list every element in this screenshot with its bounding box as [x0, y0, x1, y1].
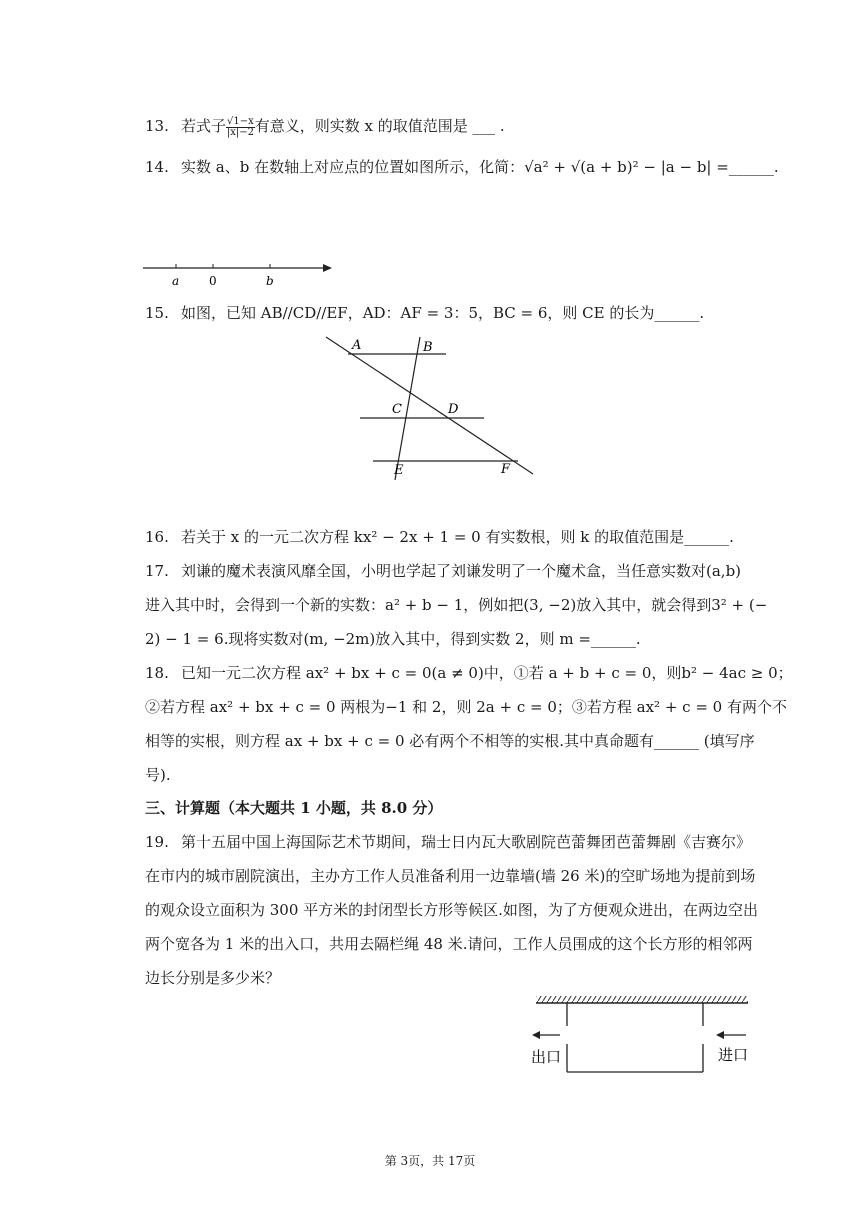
question-text-tail: 有意义，则实数 x 的取值范围是 ___ .: [254, 117, 505, 135]
number-line-figure: [140, 255, 340, 290]
exit-arrow-icon: [532, 1031, 540, 1039]
fraction-numerator: √1−x: [227, 115, 254, 127]
exit-label: 出口: [531, 1048, 562, 1066]
fraction: [226, 117, 255, 138]
question-13: [145, 116, 505, 138]
question-number: 14.: [145, 158, 169, 176]
point-label-A: A: [352, 338, 362, 353]
point-label-F: F: [501, 462, 511, 477]
entrance-label: 进口: [718, 1046, 749, 1064]
question-text: 若关于 x 的一元二次方程 kx² − 2x + 1 = 0 有实数根，则 k 的取值范围是______.: [181, 528, 734, 546]
question-number: 15.: [145, 304, 169, 322]
point-label-E: E: [394, 463, 404, 478]
question-18-line-3: 相等的实根，则方程 ax + bx + c = 0 必有两个不相等的实根.其中真命题有______ (填写序: [145, 732, 755, 750]
page-footer: 第 3页，共 17页: [384, 1154, 476, 1168]
question-number: 16.: [145, 528, 169, 546]
question-19-line-3: 的观众设立面积为 300 平方米的封闭型长方形等候区.如图，为了方便观众进出，在两边空出: [145, 901, 758, 919]
point-label-D: D: [448, 402, 459, 417]
question-17-line-3: 2) − 1 = 6.现将实数对(m, −2m)放入其中，得到实数 2，则 m =______.: [145, 630, 641, 648]
section-heading: 三、计算题（本大题共 1 小题，共 8.0 分）: [145, 799, 443, 817]
question-15: [145, 303, 704, 323]
question-number: 17.: [145, 562, 169, 580]
question-16: [145, 527, 734, 547]
fraction-denominator: |x|−2: [226, 126, 254, 138]
parallel-lines-figure: [318, 332, 543, 484]
point-label-B: B: [423, 340, 433, 355]
question-19-line-4: 两个宽各为 1 米的出入口，共用去隔栏绳 48 米.请问，工作人员围成的这个长方形的相邻两: [145, 935, 753, 953]
question-18-line-2: ②若方程 ax² + bx + c = 0 两根为−1 和 2，则 2a + c = 0；③若方程 ax² + c = 0 有两个不: [145, 698, 787, 716]
entrance-arrow-icon: [716, 1031, 724, 1039]
question-text: 若式子: [181, 117, 227, 135]
point-label-C: C: [392, 402, 402, 417]
question-18: [145, 663, 793, 683]
question-text: 如图，已知 AB//CD//EF，AD：AF = 3：5，BC = 6，则 CE 的长为______.: [181, 304, 705, 322]
question-number: 13.: [145, 117, 169, 135]
question-14: [145, 157, 779, 177]
question-text: 实数 a、b 在数轴上对应点的位置如图所示，化简：√a² + √(a + b)² − |a − b| =______.: [181, 158, 779, 176]
question-19: [145, 832, 751, 852]
question-number: 19.: [145, 833, 169, 851]
axis-label-a: a: [172, 274, 180, 288]
question-19-line-2: 在市内的城市剧院演出，主办方工作人员准备利用一边靠墙(墙 26 米)的空旷场地为提前到场: [145, 867, 756, 885]
question-19-line-5: 边长分别是多少米？: [145, 969, 281, 987]
question-17: [145, 561, 741, 581]
axis-label-b: b: [266, 274, 274, 288]
waiting-area-figure: [528, 993, 758, 1078]
axis-label-zero: 0: [209, 274, 217, 288]
question-text-line: 第十五届中国上海国际艺术节期间，瑞士日内瓦大歌剧院芭蕾舞团芭蕾舞剧《吉赛尔》: [181, 833, 752, 851]
question-number: 18.: [145, 664, 169, 682]
question-text-line: 刘谦的魔术表演风靡全国，小明也学起了刘谦发明了一个魔术盒，当任意实数对(a,b): [181, 562, 742, 580]
question-17-line-2: 进入其中时，会得到一个新的实数：a² + b − 1，例如把(3, −2)放入其中，就会得到3² + (−: [145, 596, 768, 614]
question-text-line: 已知一元二次方程 ax² + bx + c = 0(a ≠ 0)中，①若 a + b + c = 0，则b² − 4ac ≥ 0；: [181, 664, 793, 682]
question-18-line-4: 号).: [145, 766, 171, 784]
